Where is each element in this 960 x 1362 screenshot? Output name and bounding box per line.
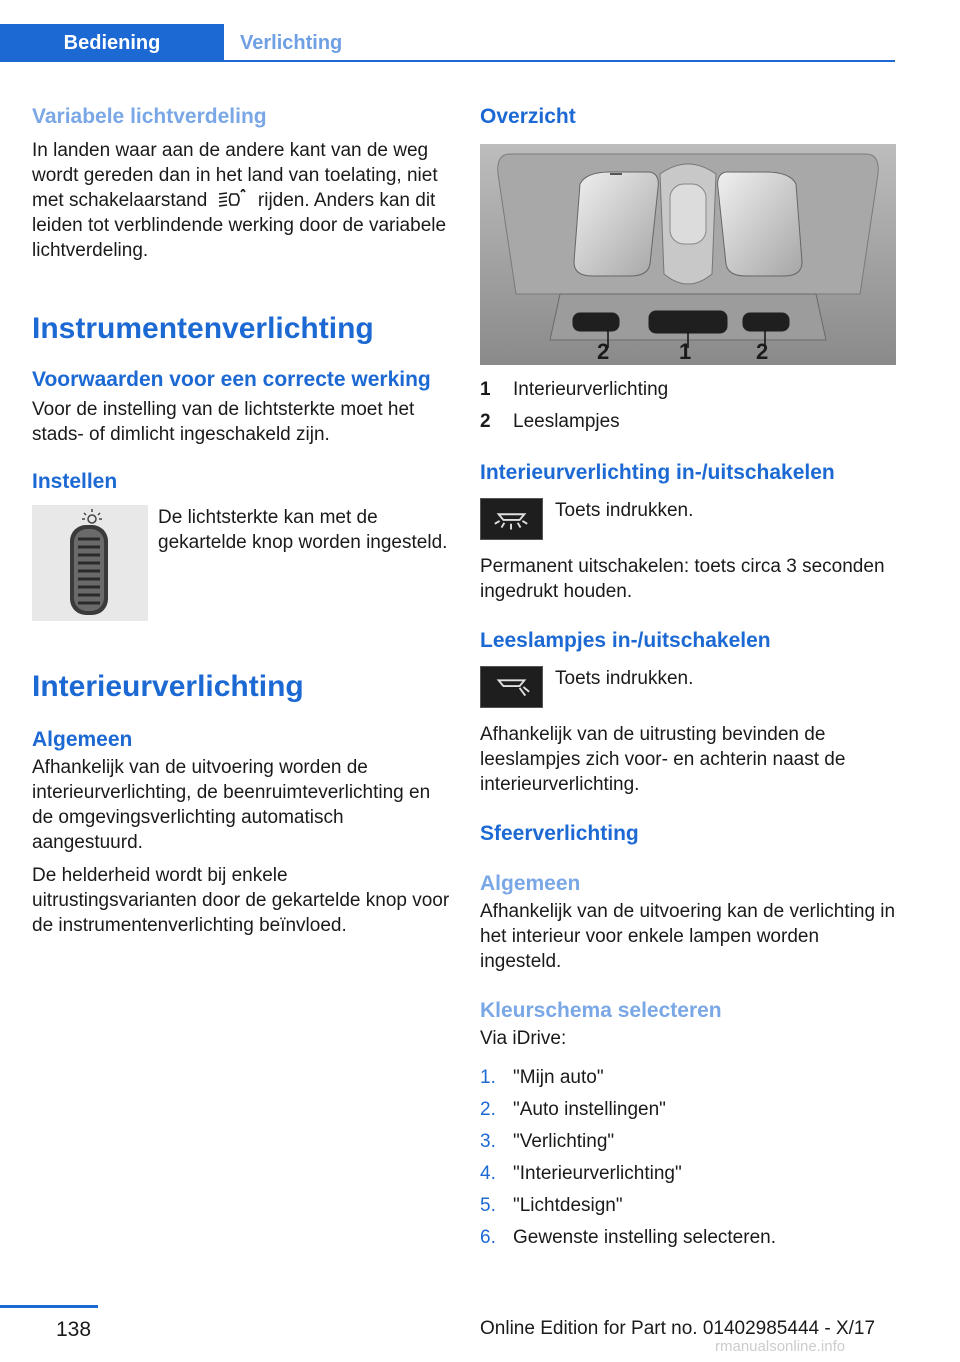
voorwaarden-paragraph: Voor de instelling van de lichtsterkte moet het stads- of dimlicht ingeschakeld zijn. [32, 399, 415, 445]
interieur-switch-text: Toets indrukken. [555, 500, 694, 521]
list-item [480, 1161, 896, 1186]
subtitle-overzicht: Overzicht [480, 105, 576, 128]
high-beam-assistant-icon [213, 189, 253, 209]
list-text: "Auto instellingen" [513, 1099, 666, 1120]
section-title-instrumentenverlichting: Instrumentenverlichting [32, 312, 374, 345]
legend-text: Interieurverlichting [513, 379, 669, 400]
idrive-steps-list [480, 1065, 896, 1250]
list-item [480, 1225, 896, 1250]
list-item [480, 1129, 896, 1154]
subtitle-sfeer-algemeen: Algemeen [480, 872, 581, 895]
figure-label-2-right: 2 [756, 339, 769, 364]
variabele-text-part1: In landen waar aan de andere kant van de weg wordt gereden dan in het land van toelating, niet met schakelaarstand [32, 140, 438, 211]
sfeer-algemeen-paragraph: Afhankelijk van de uitvoering kan de verlichting in het interieur voor enkele lampen worden ingesteld. [480, 901, 896, 972]
edition-text: Online Edition for Part no. 01402985444 - X/17 [480, 1318, 876, 1339]
figure-legend [480, 377, 896, 434]
legend-item [480, 377, 896, 402]
subtitle-algemeen: Algemeen [32, 728, 133, 751]
variabele-paragraph [32, 138, 450, 263]
variabele-text-part2: rijden. Anders kan dit leiden tot verblindende werking door de variabele lichtverdeling. [32, 190, 447, 261]
section-title-interieurverlichting: Interieurverlichting [32, 670, 304, 703]
via-idrive-text: Via iDrive: [480, 1028, 567, 1049]
list-text: "Lichtdesign" [513, 1195, 623, 1216]
overhead-console-image [480, 144, 896, 365]
leeslampjes-text: Toets indrukken. [555, 668, 694, 689]
instellen-paragraph: De lichtsterkte kan met de gekartelde knop worden ingesteld. [158, 507, 448, 553]
header-divider [0, 60, 895, 62]
list-number: 3. [480, 1131, 496, 1152]
interior-light-button-icon [480, 498, 543, 540]
subtitle-instellen: Instellen [32, 470, 118, 493]
legend-text: Leeslampjes [513, 411, 620, 432]
reading-light-button-icon [480, 666, 543, 708]
algemeen-paragraph-2: De helderheid wordt bij enkele uitrustingsvarianten door de gekartelde knop voor de instrumentenverlichting beïnvloed. [32, 865, 450, 936]
page-number: 138 [56, 1318, 92, 1341]
legend-number: 2 [480, 411, 491, 432]
list-item [480, 1193, 896, 1218]
figure-label-2-left: 2 [597, 339, 610, 364]
algemeen-paragraph-1: Afhankelijk van de uitvoering worden de interieurverlichting, de beenruimteverlichting en de omgevingsverlichting automatisch aangestuurd. [32, 757, 431, 853]
list-text: "Mijn auto" [513, 1067, 604, 1088]
knurled-knob-image [32, 505, 148, 621]
list-item [480, 1097, 896, 1122]
list-text: "Verlichting" [513, 1131, 615, 1152]
subtitle-kleurschema: Kleurschema selecteren [480, 999, 722, 1022]
permanent-paragraph: Permanent uitschakelen: toets circa 3 seconden ingedrukt houden. [480, 556, 885, 602]
list-number: 6. [480, 1227, 496, 1248]
legend-number: 1 [480, 379, 491, 400]
list-text: "Interieurverlichting" [513, 1163, 682, 1184]
interieur-switch-figure [480, 498, 896, 540]
instellen-figure [32, 505, 450, 623]
figure-label-1: 1 [679, 339, 692, 364]
list-number: 1. [480, 1067, 496, 1088]
watermark: rmanualsonline.info [715, 1338, 846, 1355]
overhead-console-figure [480, 144, 896, 365]
tab-bediening[interactable]: Bediening [0, 24, 224, 62]
list-number: 2. [480, 1099, 496, 1120]
page-header [0, 0, 895, 60]
section-title-variabele-lichtverdeling: Variabele lichtverdeling [32, 105, 267, 128]
legend-item [480, 409, 896, 434]
right-column [480, 100, 896, 1257]
list-text: Gewenste instelling selecteren. [513, 1227, 776, 1248]
subtitle-interieur-switch: Interieurverlichting in-/uitschakelen [480, 461, 835, 484]
tab-verlichting[interactable]: Verlichting [240, 32, 343, 54]
list-number: 4. [480, 1163, 496, 1184]
leeslampjes-figure [480, 666, 896, 708]
subtitle-voorwaarden: Voorwaarden voor een correcte werking [32, 368, 431, 391]
list-number: 5. [480, 1195, 496, 1216]
left-column [32, 100, 450, 938]
footer-divider [0, 1305, 98, 1308]
list-item [480, 1065, 896, 1090]
leeslampjes-info: Afhankelijk van de uitrusting bevinden de leeslampjes zich voor- en achterin naast de interieurverlichting. [480, 724, 846, 795]
subtitle-leeslampjes: Leeslampjes in-/uitschakelen [480, 629, 771, 652]
subtitle-sfeerverlichting: Sfeerverlichting [480, 822, 639, 845]
